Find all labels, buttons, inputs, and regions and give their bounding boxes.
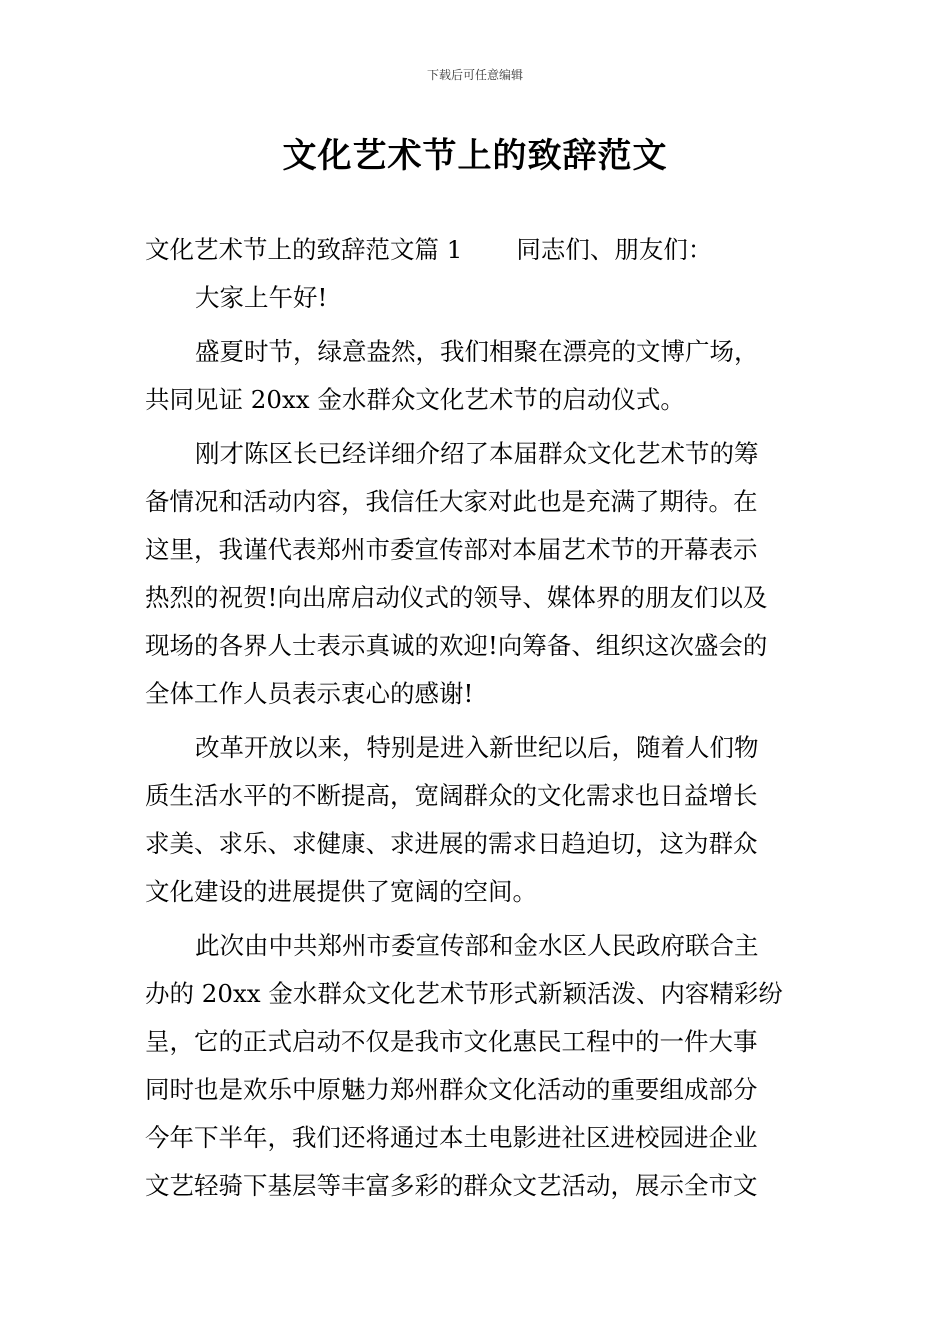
download-note: 下载后可任意编辑 <box>426 68 523 82</box>
paragraph-line: 文艺轻骑下基层等丰富多彩的群众文艺活动，展示全市文 <box>145 1171 758 1200</box>
paragraph-line: 办的 20xx 金水群众文化艺术节形式新颖活泼、内容精彩纷 <box>145 979 783 1008</box>
paragraph-line: 刚才陈区长已经详细介绍了本届群众文化艺术节的筹 <box>195 439 759 468</box>
paragraph-line: 备情况和活动内容，我信任大家对此也是充满了期待。在 <box>145 487 758 516</box>
opening-line <box>145 226 810 274</box>
paragraph-line: 同时也是欢乐中原魅力郑州群众文化活动的重要组成部分 <box>145 1075 758 1104</box>
paragraph-line: 呈，它的正式启动不仅是我市文化惠民工程中的一件大事 <box>145 1027 758 1056</box>
paragraph-line: 这里，我谨代表郑州市委宣传部对本届艺术节的开幕表示 <box>145 535 758 564</box>
paragraph-line: 文化建设的进展提供了宽阔的空间。 <box>145 877 537 906</box>
salutation: 同志们、朋友们： <box>516 235 713 264</box>
paragraph-line: 质生活水平的不断提高，宽阔群众的文化需求也日益增长 <box>145 781 758 810</box>
paragraph-line: 全体工作人员表示衷心的感谢! <box>145 679 474 708</box>
paragraph-line: 改革开放以来，特别是进入新世纪以后，随着人们物 <box>195 733 759 762</box>
document-title: 文化艺术节上的致辞范文 <box>282 136 668 176</box>
greeting: 大家上午好! <box>195 283 328 312</box>
paragraph-line: 共同见证 20xx 金水群众文化艺术节的启动仪式。 <box>145 385 685 414</box>
section-heading: 文化艺术节上的致辞范文篇 1 <box>145 235 463 264</box>
paragraph-line: 热烈的祝贺!向出席启动仪式的领导、媒体界的朋友们以及 <box>145 583 768 612</box>
paragraph-line: 盛夏时节，绿意盎然，我们相聚在漂亮的文博广场， <box>195 337 759 366</box>
paragraph-line: 求美、求乐、求健康、求进展的需求日趋迫切，这为群众 <box>145 829 758 858</box>
paragraph-line: 今年下半年，我们还将通过本土电影进社区进校园进企业 <box>145 1123 758 1152</box>
paragraph-4 <box>145 922 810 1210</box>
paragraph-2 <box>145 430 810 718</box>
paragraph-line: 此次由中共郑州市委宣传部和金水区人民政府联合主 <box>195 931 759 960</box>
paragraph-3 <box>145 724 810 916</box>
paragraph-line: 现场的各界人士表示真诚的欢迎!向筹备、组织这次盛会的 <box>145 631 768 660</box>
paragraph-1 <box>145 328 810 424</box>
document-body <box>145 226 810 1210</box>
